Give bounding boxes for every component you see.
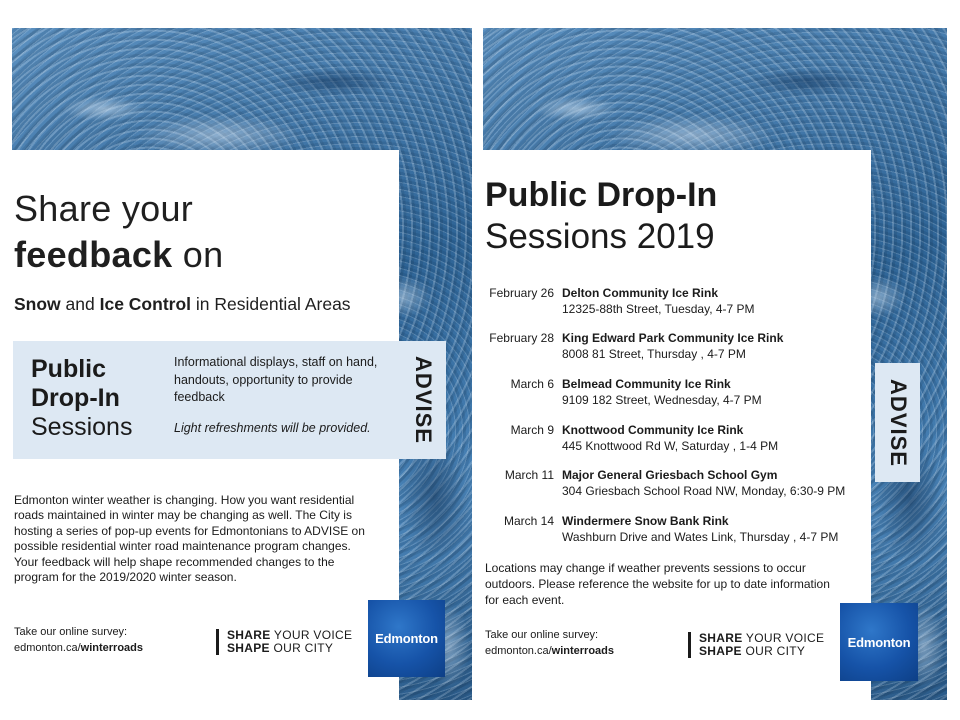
location-notice: Locations may change if weather prevents sessions to occur outdoors. Please reference the website for up to date information for each event. <box>485 561 830 607</box>
session-date: February 26 <box>489 286 554 300</box>
slogan-our-city: OUR CITY <box>741 644 806 658</box>
session-date: March 6 <box>510 377 554 391</box>
headline-line2 <box>14 232 223 278</box>
subline-rest: in Residential Areas <box>191 294 351 314</box>
subline-snow: Snow <box>14 294 61 314</box>
survey-label: Take our online survey: <box>14 626 128 638</box>
left-subline <box>14 294 351 315</box>
session-item <box>483 377 873 417</box>
session-item <box>483 423 873 463</box>
session-item <box>483 514 873 554</box>
survey-info <box>485 627 614 659</box>
session-item <box>483 468 873 508</box>
survey-link[interactable] <box>14 640 143 656</box>
session-venue: Belmead Community Ice Rink <box>562 377 731 391</box>
right-title <box>485 174 717 258</box>
dropin-title-sessions: Sessions <box>31 413 133 441</box>
left-headline <box>14 186 223 278</box>
slogan-shape: SHAPE <box>227 641 270 655</box>
slogan-line2 <box>699 645 824 658</box>
subline-and: and <box>60 294 100 314</box>
edmonton-logo <box>368 600 445 677</box>
slogan-line2 <box>227 642 352 655</box>
slogan-your-voice: YOUR VOICE <box>742 631 825 645</box>
right-title-line2: Sessions 2019 <box>485 217 715 256</box>
logo-text: Edmonton <box>847 634 911 650</box>
advise-tab <box>875 363 920 482</box>
slogan <box>688 632 824 658</box>
dropin-info-box <box>13 341 445 459</box>
survey-link[interactable] <box>485 643 614 659</box>
session-venue: King Edward Park Community Ice Rink <box>562 331 784 345</box>
slogan-share: SHARE <box>227 628 271 642</box>
advise-tab <box>400 341 446 459</box>
advise-label: ADVISE <box>885 378 911 467</box>
session-address: 445 Knottwood Rd W, Saturday , 1-4 PM <box>562 439 779 453</box>
session-item <box>483 331 873 371</box>
logo-text: Edmonton <box>375 631 438 646</box>
session-address: Washburn Drive and Wates Link, Thursday , 4-7 PM <box>562 530 839 544</box>
session-item <box>483 286 873 326</box>
session-date: March 14 <box>503 514 554 528</box>
headline-bold: feedback <box>14 234 173 275</box>
session-date: March 9 <box>510 423 554 437</box>
slogan <box>216 629 352 655</box>
slogan-our-city: OUR CITY <box>269 641 334 655</box>
session-venue: Delton Community Ice Rink <box>562 286 719 300</box>
survey-domain: edmonton.ca/ <box>485 645 552 657</box>
headline-line1: Share your <box>14 188 194 229</box>
dropin-title <box>31 355 132 442</box>
session-address: 8008 81 Street, Thursday , 4-7 PM <box>562 347 746 361</box>
left-poster <box>12 28 472 700</box>
dropin-description: Informational displays, staff on hand, handouts, opportunity to provide feedback <box>174 355 378 404</box>
slogan-shape: SHAPE <box>699 644 742 658</box>
advise-label: ADVISE <box>411 356 437 444</box>
subline-ice-control: Ice Control <box>99 294 192 314</box>
session-venue: Knottwood Community Ice Rink <box>562 423 744 437</box>
survey-info <box>14 624 143 656</box>
right-poster <box>483 28 947 700</box>
session-address: 12325-88th Street, Tuesday, 4-7 PM <box>562 302 755 316</box>
survey-path: winterroads <box>551 645 615 657</box>
session-venue: Major General Griesbach School Gym <box>562 468 778 482</box>
left-body-text: Edmonton winter weather is changing. How you want residential roads maintained in winter may be changing as well. The City is hosting a series of pop-up events for Edmontonians to ADVISE on possible residential winter road maintenance program changes. Your feedback will help shape recommended changes to the program for the 2019/2020 winter season. <box>14 493 365 585</box>
survey-path: winterroads <box>80 642 144 654</box>
survey-label: Take our online survey: <box>485 629 599 641</box>
dropin-title-public: Public <box>31 355 107 383</box>
slogan-your-voice: YOUR VOICE <box>270 628 353 642</box>
dropin-title-dropin: Drop-In <box>31 384 120 412</box>
slogan-share: SHARE <box>699 631 743 645</box>
right-title-line1: Public Drop-In <box>485 176 718 214</box>
headline-rest: on <box>172 234 224 275</box>
session-date: February 28 <box>489 331 554 345</box>
session-address: 9109 182 Street, Wednesday, 4-7 PM <box>562 393 762 407</box>
dropin-refreshments-note: Light refreshments will be provided. <box>174 421 371 435</box>
session-date: March 11 <box>504 468 554 482</box>
survey-domain: edmonton.ca/ <box>14 642 81 654</box>
session-address: 304 Griesbach School Road NW, Monday, 6:30-9 PM <box>562 484 846 498</box>
edmonton-logo <box>840 603 918 681</box>
session-venue: Windermere Snow Bank Rink <box>562 514 729 528</box>
